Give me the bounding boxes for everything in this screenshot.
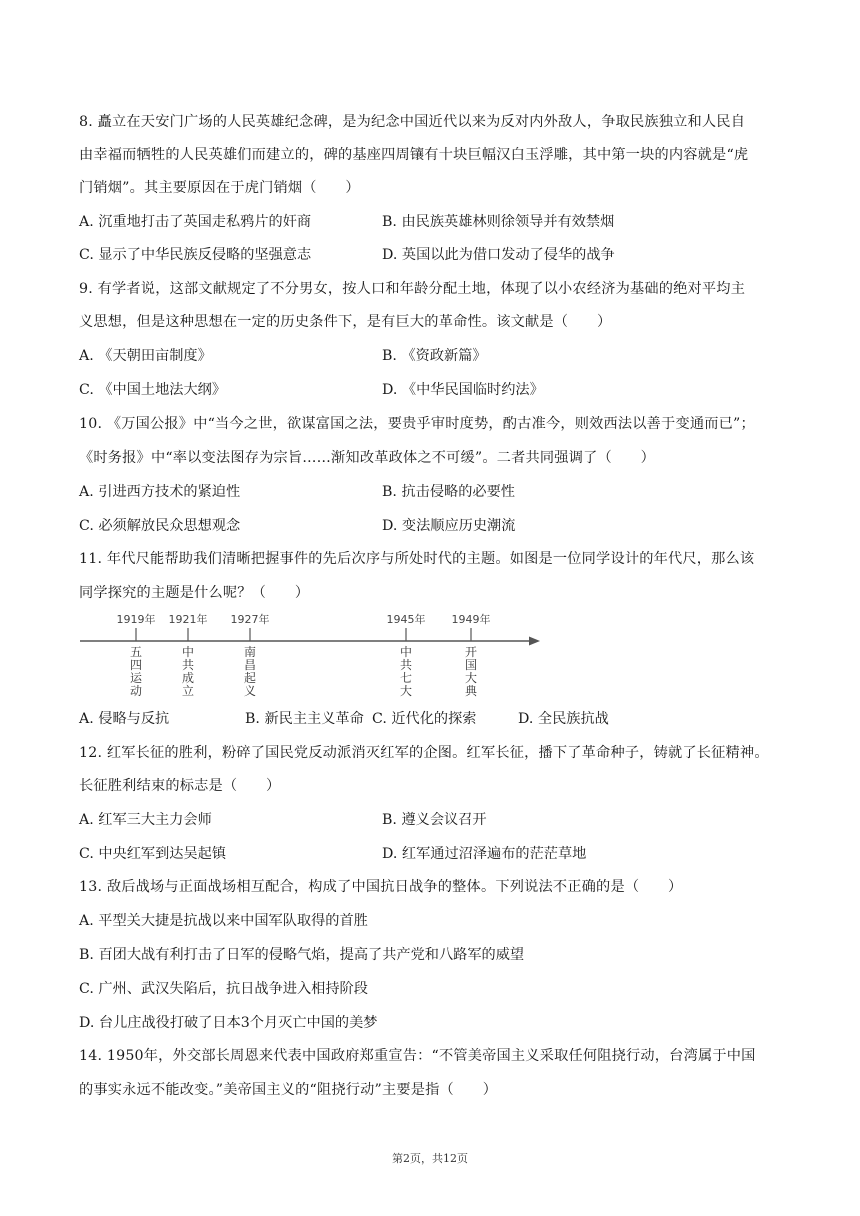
timeline-event-char: 南 — [243, 645, 257, 659]
timeline-arrow-icon — [529, 637, 540, 646]
q8-stem-line-3: 门销烟”。其主要原因在于虎门销烟（ ） — [79, 180, 360, 196]
q13-option-a: A. 平型关大捷是抗战以来中国军队取得的首胜 — [79, 913, 368, 929]
timeline-event-char: 运 — [129, 671, 143, 685]
q10-option-c: C. 必须解放民众思想观念 — [79, 518, 241, 534]
q14-stem-line-2: 的事实永远不能改变。”美帝国主义的“阻挠行动”主要是指（ ） — [79, 1082, 498, 1098]
q11-stem-line-2: 同学探究的主题是什么呢？（ ） — [79, 585, 310, 601]
q8-stem-line-2: 由幸福而牺牲的人民英雄们而建立的，碑的基座四周镶有十块巨幅汉白玉浮雕，其中第一块的内容就是“虎 — [79, 147, 749, 163]
timeline-year-label: 1919年 — [116, 613, 156, 626]
q11-stem-line-1: 11. 年代尺能帮助我们清晰把握事件的先后次序与所处时代的主题。如图是一位同学设计的年代尺，那么该 — [79, 551, 755, 567]
timeline-event-char: 义 — [243, 684, 257, 698]
timeline-event-char: 成 — [181, 671, 195, 685]
timeline-event-char: 中 — [181, 645, 195, 659]
timeline-event-char: 四 — [129, 658, 143, 672]
q11-option-a: A. 侵略与反抗 — [79, 711, 170, 727]
timeline-event-char: 共 — [181, 658, 195, 672]
q10-stem-line-2: 《时务报》中“率以变法图存为宗旨……渐知改革政体之不可缓”。二者共同强调了（ ） — [79, 450, 656, 466]
q13-option-d: D. 台儿庄战役打破了日本3个月灭亡中国的美梦 — [79, 1015, 378, 1031]
q8-option-c: C. 显示了中华民族反侵略的坚强意志 — [79, 247, 312, 263]
q11-option-d: D. 全民族抗战 — [518, 711, 609, 727]
q10-stem-line-1: 10. 《万国公报》中“当今之世，欲谋富国之法，要贵乎审时度势，酌古准今，则效西法以善于变通而已”； — [79, 416, 755, 432]
timeline-event-char: 典 — [464, 684, 478, 698]
timeline-event-char: 五 — [129, 645, 143, 659]
q9-option-a: A. 《天朝田亩制度》 — [79, 348, 212, 364]
q12-stem-line-1: 12. 红军长征的胜利，粉碎了国民党反动派消灭红军的企图。红军长征，播下了革命种子，铸就了长征精神。 — [79, 745, 769, 761]
q12-option-d: D. 红军通过沼泽遍布的茫茫草地 — [382, 846, 587, 862]
timeline-event-char: 大 — [399, 684, 413, 698]
q8-option-b: B. 由民族英雄林则徐领导并有效禁烟 — [382, 214, 615, 230]
timeline-year-label: 1921年 — [168, 613, 208, 626]
q9-option-c: C. 《中国土地法大纲》 — [79, 382, 227, 398]
timeline-event-char: 昌 — [243, 658, 257, 672]
timeline-event-char: 中 — [399, 645, 413, 659]
q11-option-c: C. 近代化的探索 — [372, 711, 477, 727]
q14-stem-line-1: 14. 1950年，外交部长周恩来代表中国政府郑重宣告：“不管美帝国主义采取任何阻挠行动，台湾属于中国 — [79, 1048, 756, 1064]
q8-option-d: D. 英国以此为借口发动了侵华的战争 — [382, 247, 615, 263]
q9-stem-line-2: 义思想，但是这种思想在一定的历史条件下，是有巨大的革命性。该文献是（ ） — [79, 314, 612, 330]
timeline-event-char: 起 — [243, 671, 257, 685]
timeline-event-char: 动 — [129, 684, 143, 698]
q10-option-a: A. 引进西方技术的紧迫性 — [79, 484, 241, 500]
page-footer: 第2页，共12页 — [392, 1152, 468, 1165]
q13-option-c: C. 广州、武汉失陷后，抗日战争进入相持阶段 — [79, 981, 368, 997]
q12-stem-line-2: 长征胜利结束的标志是（ ） — [79, 778, 281, 794]
q10-option-b: B. 抗击侵略的必要性 — [382, 484, 515, 500]
timeline-event-char: 开 — [464, 645, 478, 659]
q12-option-c: C. 中央红军到达吴起镇 — [79, 846, 227, 862]
timeline-event-char: 国 — [464, 658, 478, 672]
q13-option-b: B. 百团大战有利打击了日军的侵略气焰，提高了共产党和八路军的威望 — [79, 947, 525, 963]
timeline-event-char: 大 — [464, 671, 478, 685]
q12-option-a: A. 红军三大主力会师 — [79, 812, 212, 828]
timeline-year-label: 1927年 — [230, 613, 270, 626]
q10-option-d: D. 变法顺应历史潮流 — [382, 518, 516, 534]
q9-option-d: D. 《中华民国临时约法》 — [382, 382, 544, 398]
timeline-event-char: 立 — [181, 684, 195, 698]
q8-stem-line-1: 8. 矗立在天安门广场的人民英雄纪念碑，是为纪念中国近代以来为反对内外敌人，争取民族独立和人民自 — [79, 114, 746, 130]
timeline-year-label: 1945年 — [386, 613, 426, 626]
timeline-event-char: 七 — [399, 671, 413, 685]
q9-option-b: B. 《资政新篇》 — [382, 348, 487, 364]
q13-stem-line-1: 13. 敌后战场与正面战场相互配合，构成了中国抗日战争的整体。下列说法不正确的是（ ） — [79, 879, 683, 895]
timeline-event-char: 共 — [399, 658, 413, 672]
q8-option-a: A. 沉重地打击了英国走私鸦片的奸商 — [79, 214, 312, 230]
timeline-figure — [78, 606, 548, 702]
q11-option-b: B. 新民主主义革命 — [245, 711, 364, 727]
q12-option-b: B. 遵义会议召开 — [382, 812, 487, 828]
timeline-year-label: 1949年 — [451, 613, 491, 626]
q9-stem-line-1: 9. 有学者说，这部文献规定了不分男女，按人口和年龄分配土地，体现了以小农经济为基础的绝对平均主 — [79, 281, 746, 297]
